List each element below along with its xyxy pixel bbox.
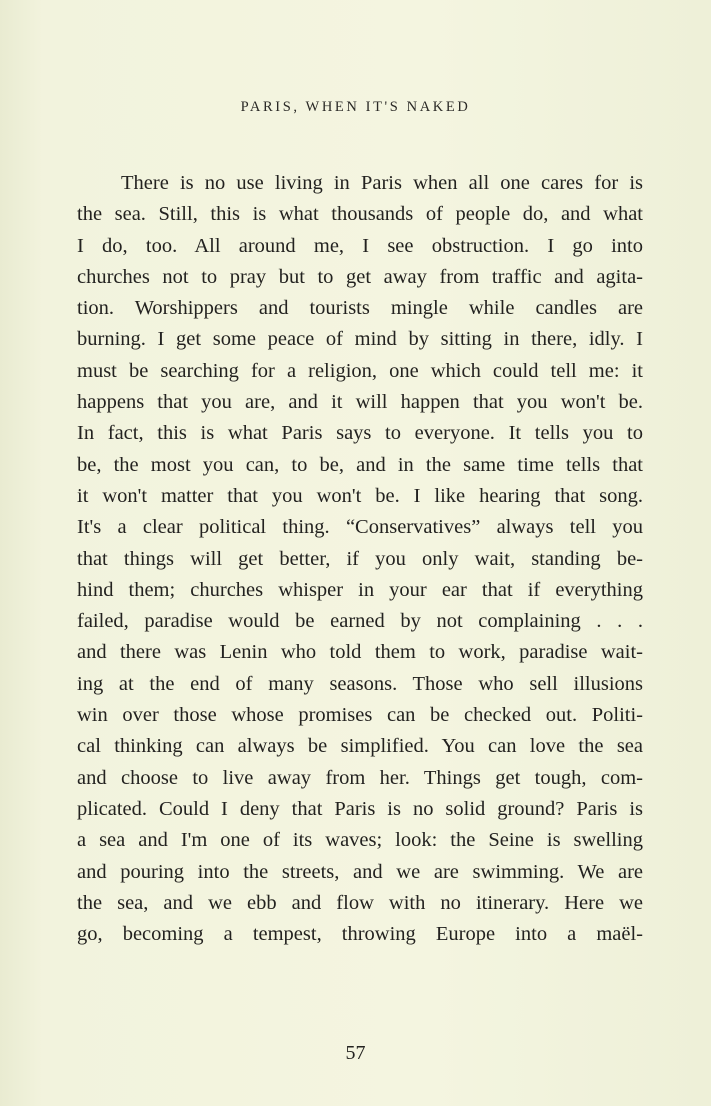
text-line: In fact, this is what Paris says to everyone. It tells you to [77,422,643,445]
text-line: happens that you are, and it will happen that you won't be. [77,391,643,414]
text-line: the sea, and we ebb and flow with no itinerary. Here we [77,891,643,914]
text-line: win over those whose promises can be checked out. Politi- [77,704,643,727]
text-line: go, becoming a tempest, throwing Europe into a maël- [77,923,643,946]
text-line: hind them; churches whisper in your ear that if everything [77,578,643,601]
text-line: It's a clear political thing. “Conservatives” always tell you [77,516,643,539]
text-line: and there was Lenin who told them to work, paradise wait- [77,641,643,664]
text-line: it won't matter that you won't be. I like hearing that song. [77,484,643,507]
text-line: churches not to pray but to get away from traffic and agita- [77,265,643,288]
text-line: be, the most you can, to be, and in the same time tells that [77,453,643,476]
text-line: cal thinking can always be simplified. You can love the sea [77,735,643,758]
text-line: a sea and I'm one of its waves; look: the Seine is swelling [77,829,643,852]
text-line: failed, paradise would be earned by not complaining . . . [77,610,643,633]
text-line: must be searching for a religion, one which could tell me: it [77,359,643,382]
text-line: I do, too. All around me, I see obstruction. I go into [77,234,643,257]
running-head: PARIS, WHEN IT'S NAKED [240,99,471,115]
text-line: the sea. Still, this is what thousands of people do, and what [77,203,643,226]
body-paragraph [77,168,643,950]
text-line: tion. Worshippers and tourists mingle while candles are [77,297,643,320]
page-number: 57 [345,1042,366,1064]
text-line: burning. I get some peace of mind by sitting in there, idly. I [77,328,643,351]
text-line: ing at the end of many seasons. Those who sell illusions [77,672,643,695]
text-line: plicated. Could I deny that Paris is no solid ground? Paris is [77,797,643,820]
text-line: that things will get better, if you only wait, standing be- [77,547,643,570]
text-line: and pouring into the streets, and we are swimming. We are [77,860,643,883]
text-line: There is no use living in Paris when all one cares for is [121,172,643,194]
text-line: and choose to live away from her. Things get tough, com- [77,766,643,789]
